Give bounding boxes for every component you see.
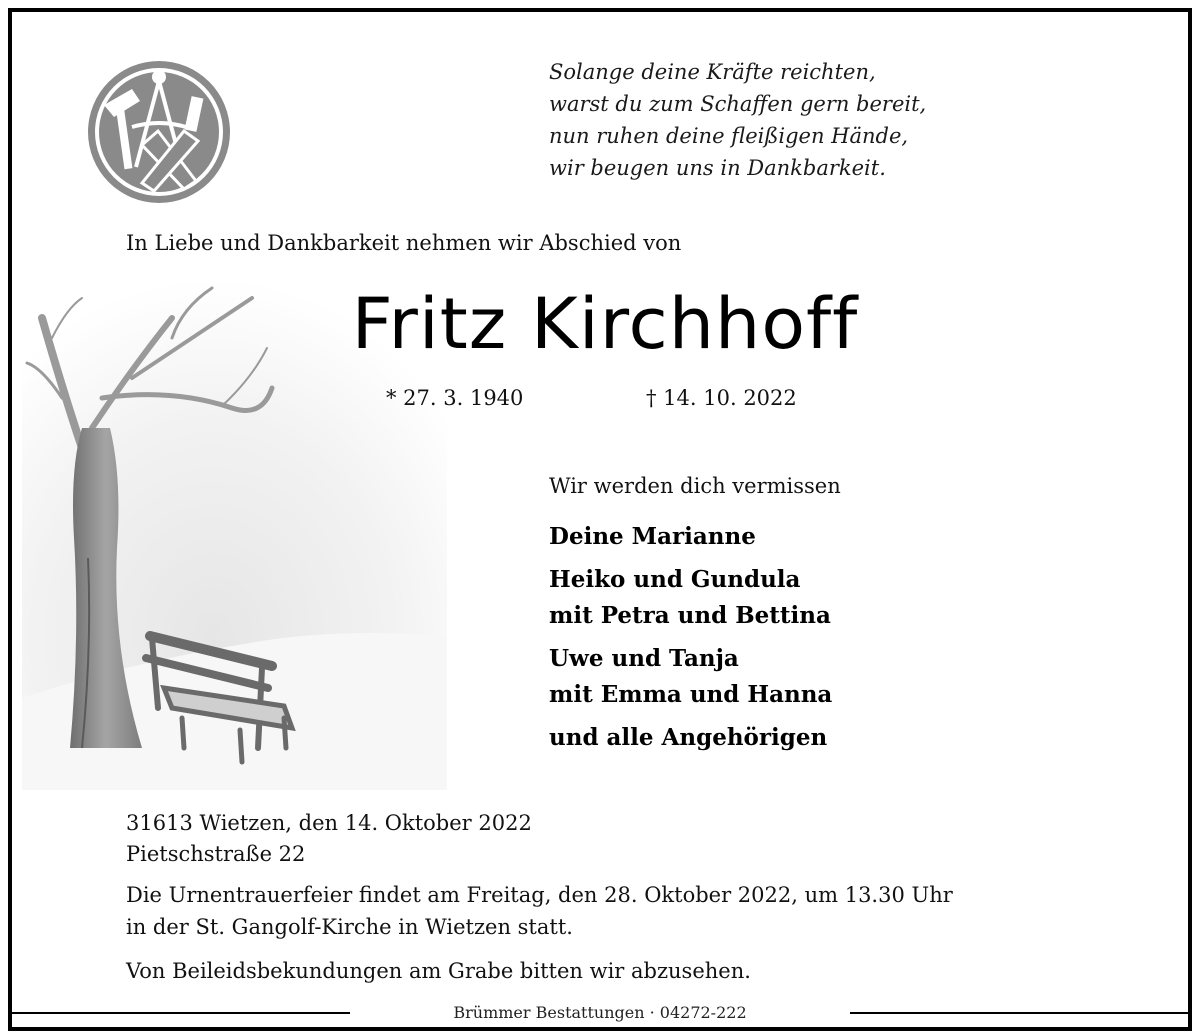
mourner-line: Deine Marianne (549, 523, 756, 550)
footer-rule-right (798, 1012, 1188, 1014)
mourner-line: mit Petra und Bettina (549, 602, 831, 629)
deceased-name: Fritz Kirchhoff (351, 283, 859, 365)
miss-line: Wir werden dich vermissen (549, 474, 841, 498)
funeral-home-footer: Brümmer Bestattungen · 04272-222 (350, 1000, 850, 1026)
ceremony-line: in der St. Gangolf-Kirche in Wietzen statt. (126, 915, 573, 939)
mourner-group (549, 562, 949, 634)
mourner-line: mit Emma und Hanna (549, 681, 833, 708)
ceremony-notice (126, 879, 1166, 943)
ceremony-line: Die Urnentrauerfeier findet am Freitag, den 28. Oktober 2022, um 13.30 Uhr (126, 883, 953, 907)
poem-line: nun ruhen deine fleißigen Hände, (549, 124, 909, 148)
poem (549, 56, 1049, 184)
mourner-group (549, 720, 949, 756)
address: Pietschstraße 22 (126, 842, 306, 866)
poem-line: Solange deine Kräfte reichten, (549, 60, 876, 84)
mourner-line: und alle Angehörigen (549, 724, 828, 751)
condolences-notice: Von Beileidsbekundungen am Grabe bitten wir abzusehen. (126, 959, 751, 983)
poem-line: wir beugen uns in Dankbarkeit. (549, 156, 886, 180)
death-date: † 14. 10. 2022 (646, 386, 797, 410)
mourners-list (549, 519, 949, 763)
guild-emblem-icon (84, 57, 234, 207)
footer-rule-left (12, 1012, 402, 1014)
mourner-group (549, 641, 949, 713)
intro-text: In Liebe und Dankbarkeit nehmen wir Abschied von (126, 231, 682, 255)
mourner-line: Heiko und Gundula (549, 566, 801, 593)
poem-line: warst du zum Schaffen gern bereit, (549, 92, 927, 116)
mourner-group (549, 519, 949, 555)
birth-date: * 27. 3. 1940 (386, 386, 524, 410)
place-date: 31613 Wietzen, den 14. Oktober 2022 (126, 811, 532, 835)
mourner-line: Uwe und Tanja (549, 645, 739, 672)
